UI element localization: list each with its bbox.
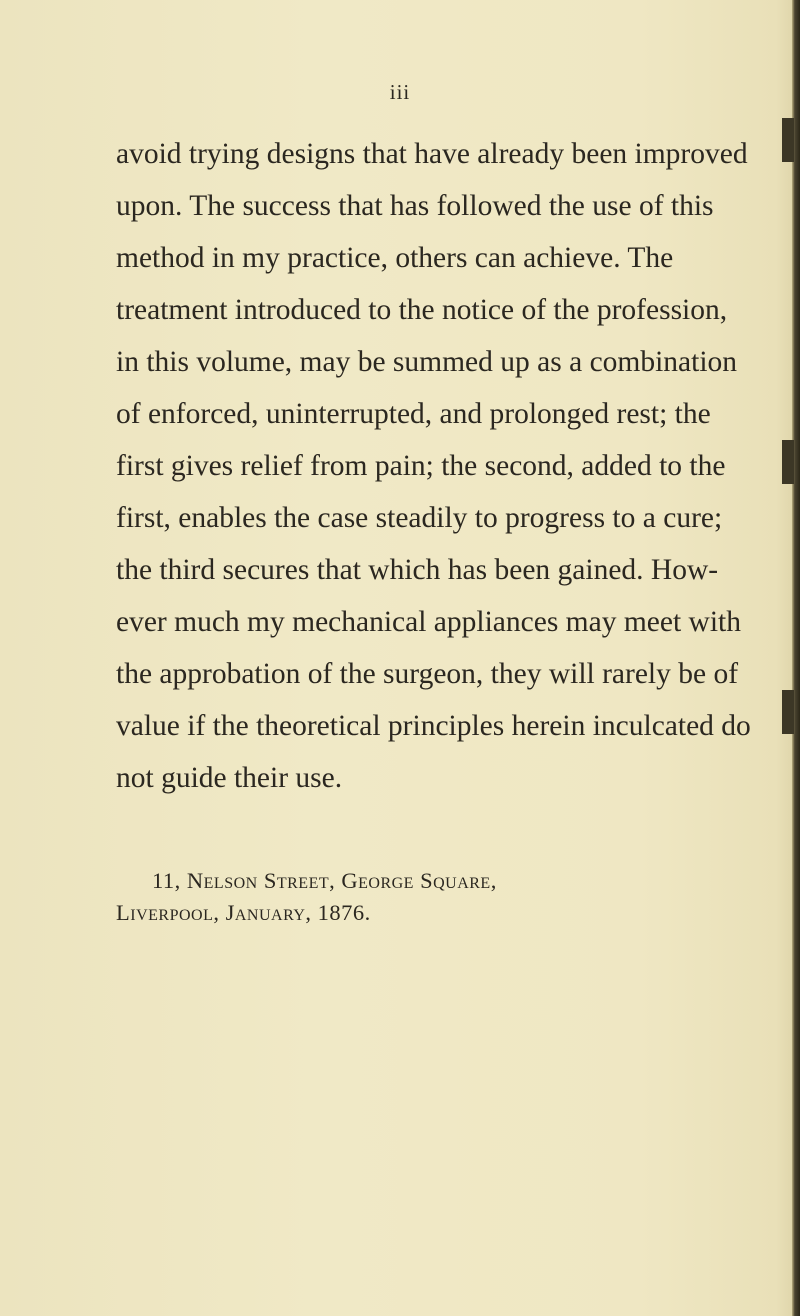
text-line: ever much my mechanical appliances may meet with	[116, 606, 741, 638]
text-line: not guide their use.	[116, 762, 343, 794]
text-line: avoid trying designs that have already been improved	[116, 138, 748, 170]
text-line: upon. The success that has followed the use of this	[116, 190, 714, 222]
body-paragraph	[116, 128, 751, 804]
page-edge-shadow	[792, 0, 800, 1316]
text-line: of enforced, uninterrupted, and prolonged rest; the	[116, 398, 711, 430]
signature-date: Liverpool, January, 1876.	[116, 900, 371, 925]
page-edge-mark	[782, 440, 794, 484]
text-line: treatment introduced to the notice of the profession,	[116, 294, 728, 326]
text-line: the approbation of the surgeon, they will rarely be of	[116, 658, 739, 690]
signature-address: 11, Nelson Street, George Square,	[152, 868, 497, 893]
page-edge-mark	[782, 118, 794, 162]
text-line: first gives relief from pain; the second, added to the	[116, 450, 726, 482]
text-line: method in my practice, others can achieve. The	[116, 242, 674, 274]
text-line: first, enables the case steadily to progress to a cure;	[116, 502, 723, 534]
text-line: in this volume, may be summed up as a combination	[116, 346, 738, 378]
page-number: iii	[389, 80, 411, 104]
text-line: value if the theoretical principles herein inculcated do	[116, 710, 751, 742]
text-line: the third secures that which has been gained. How-	[116, 554, 719, 586]
page-edge-mark	[782, 690, 794, 734]
